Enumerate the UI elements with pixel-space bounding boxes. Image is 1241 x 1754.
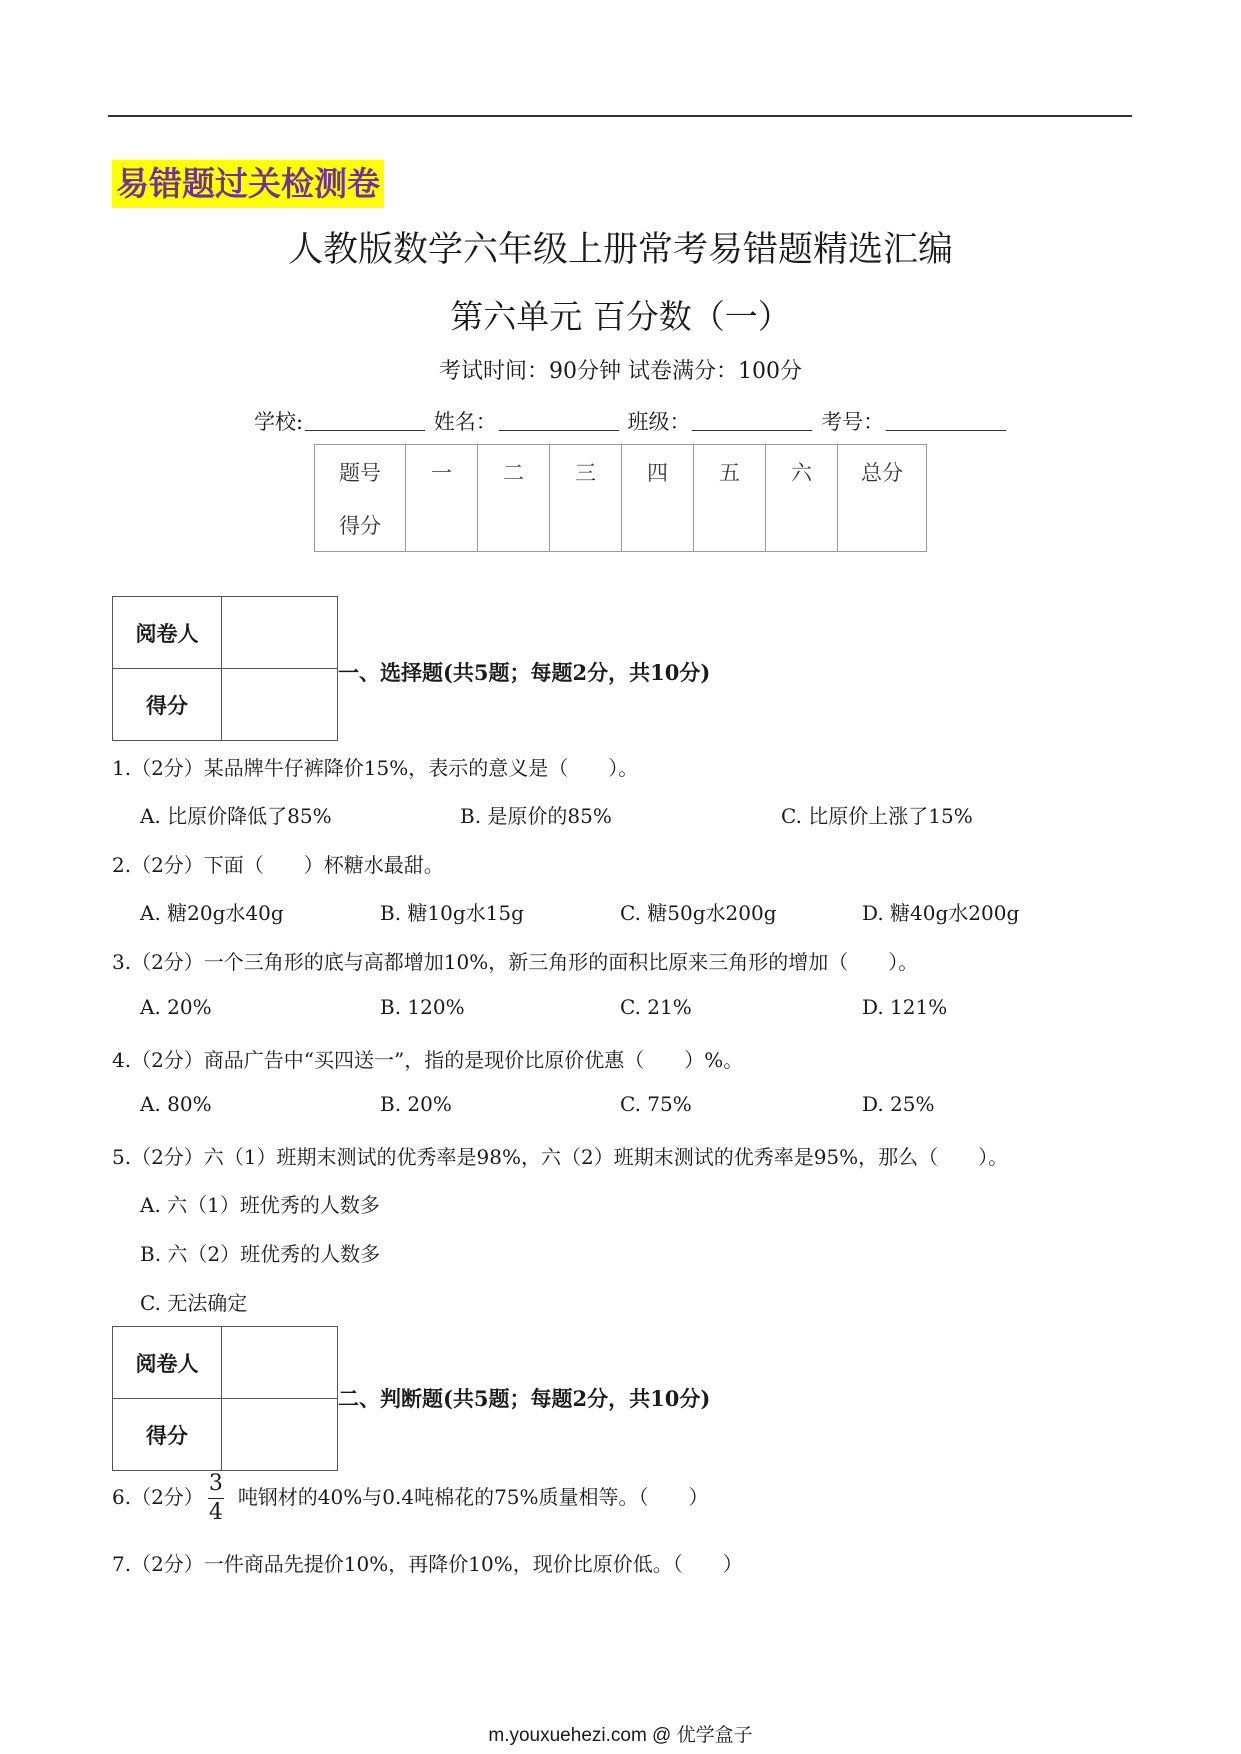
reviewer-cell[interactable] bbox=[222, 597, 338, 669]
class-label: 班级： bbox=[627, 410, 691, 434]
question-3: 3.（2分）一个三角形的底与高都增加10%，新三角形的面积比原来三角形的增加（ ）。 bbox=[112, 950, 919, 974]
grader-score-label: 得分 bbox=[113, 669, 222, 741]
exam-info: 考试时间：90分钟 试卷满分：100分 bbox=[439, 359, 802, 384]
score-header-cell: 三 bbox=[550, 445, 622, 499]
paper-subtitle: 第六单元 百分数（一） bbox=[450, 297, 791, 336]
option: D. 糖40g水200g bbox=[862, 901, 1020, 925]
score-table bbox=[314, 444, 927, 552]
score-header-cell: 六 bbox=[766, 445, 838, 499]
score-header-cell: 题号 bbox=[315, 445, 406, 499]
option: C. 无法确定 bbox=[140, 1291, 248, 1315]
score-cell[interactable] bbox=[766, 498, 838, 552]
question-6-prefix: 6.（2分） bbox=[112, 1485, 204, 1509]
score-cell[interactable] bbox=[622, 498, 694, 552]
tag-label: 易错题过关检测卷 bbox=[112, 160, 384, 208]
top-rule bbox=[108, 115, 1132, 117]
option: A. 20% bbox=[140, 995, 212, 1019]
question-4: 4.（2分）商品广告中“买四送一”，指的是现价比原价优惠（ ）%。 bbox=[112, 1048, 744, 1072]
option: B. 是原价的85% bbox=[460, 804, 612, 828]
score-cell[interactable] bbox=[838, 498, 927, 552]
reviewer-label: 阅卷人 bbox=[113, 597, 222, 669]
question-7: 7.（2分）一件商品先提价10%，再降价10%，现价比原价低。（ ） bbox=[112, 1552, 743, 1576]
option: B. 20% bbox=[380, 1092, 452, 1116]
score-header-cell: 总分 bbox=[838, 445, 927, 499]
section-title: 一、选择题(共5题；每题2分，共10分) bbox=[338, 660, 711, 685]
option: A. 糖20g水40g bbox=[140, 901, 284, 925]
option: A. 80% bbox=[140, 1092, 212, 1116]
score-header-cell: 四 bbox=[622, 445, 694, 499]
fraction-bar bbox=[208, 1498, 224, 1499]
student-info-row bbox=[254, 406, 1008, 436]
option: C. 糖50g水200g bbox=[620, 901, 777, 925]
question-6 bbox=[112, 1472, 709, 1525]
footer-watermark: m.youxuehezi.com @ 优学盒子 bbox=[488, 1725, 753, 1746]
score-cell[interactable] bbox=[694, 498, 766, 552]
exam-number-label: 考号： bbox=[821, 410, 885, 434]
grader-score-label: 得分 bbox=[113, 1399, 222, 1471]
option: A. 比原价降低了85% bbox=[140, 804, 332, 828]
grader-score-cell[interactable] bbox=[222, 669, 338, 741]
question-1: 1.（2分）某品牌牛仔裤降价15%，表示的意义是（ ）。 bbox=[112, 756, 639, 780]
class-blank[interactable] bbox=[692, 412, 812, 431]
score-header-cell: 五 bbox=[694, 445, 766, 499]
option: B. 六（2）班优秀的人数多 bbox=[140, 1242, 381, 1266]
grader-score-cell[interactable] bbox=[222, 1399, 338, 1471]
score-cell[interactable] bbox=[406, 498, 478, 552]
option: A. 六（1）班优秀的人数多 bbox=[140, 1193, 380, 1217]
score-header-cell: 二 bbox=[478, 445, 550, 499]
option: C. 比原价上涨了15% bbox=[781, 804, 973, 828]
name-label: 姓名： bbox=[433, 410, 497, 434]
exam-number-blank[interactable] bbox=[886, 412, 1006, 431]
school-label: 学校: bbox=[254, 410, 304, 434]
reviewer-cell[interactable] bbox=[222, 1327, 338, 1399]
school-blank[interactable] bbox=[305, 412, 425, 431]
paper-title: 人教版数学六年级上册常考易错题精选汇编 bbox=[287, 230, 953, 270]
fraction-numerator: 3 bbox=[208, 1471, 223, 1496]
question-6-text: 吨钢材的40%与0.4吨棉花的75%质量相等。（ ） bbox=[237, 1485, 709, 1509]
option: D. 25% bbox=[862, 1092, 935, 1116]
grader-box bbox=[112, 596, 338, 741]
option: C. 21% bbox=[620, 995, 692, 1019]
grader-box bbox=[112, 1326, 338, 1471]
question-2: 2.（2分）下面（ ）杯糖水最甜。 bbox=[112, 853, 444, 877]
score-cell[interactable] bbox=[478, 498, 550, 552]
reviewer-label: 阅卷人 bbox=[113, 1327, 222, 1399]
option: C. 75% bbox=[620, 1092, 692, 1116]
name-blank[interactable] bbox=[499, 412, 619, 431]
option: B. 120% bbox=[380, 995, 465, 1019]
section-title: 二、判断题(共5题；每题2分，共10分) bbox=[338, 1386, 711, 1411]
option: D. 121% bbox=[862, 995, 948, 1019]
fraction bbox=[208, 1472, 224, 1525]
score-row-label: 得分 bbox=[315, 498, 406, 552]
option: B. 糖10g水15g bbox=[380, 901, 524, 925]
fraction-denominator: 4 bbox=[208, 1500, 223, 1525]
score-cell[interactable] bbox=[550, 498, 622, 552]
question-5: 5.（2分）六（1）班期末测试的优秀率是98%，六（2）班期末测试的优秀率是95%，那么（ ）。 bbox=[112, 1145, 1009, 1169]
score-header-cell: 一 bbox=[406, 445, 478, 499]
